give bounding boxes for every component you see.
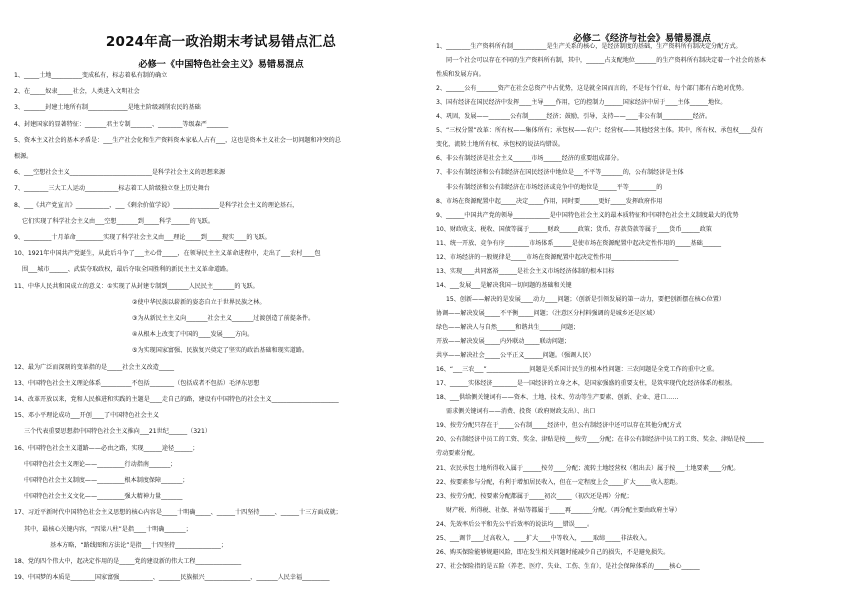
text-line: 共享——解决社会_____公平正义______问题。（强调人民） <box>436 352 595 360</box>
text-line: 1、________生产资料所有制___________是生产关系的核心，是经济制度的基础，生产资料所有制决定分配方式。 <box>436 43 742 50</box>
text-line: 中国特色社会主义制度——_________根本制度保障_______； <box>24 477 189 484</box>
text-line: 15、创新——解决的是发展____动力____问题；（创新是引领发展的第一动力，要把创新摆在核心位置） <box>446 295 725 303</box>
text-line: 同一个社会可以存在不同的生产资料所有制，其中，______占支配地位_______的生产资料所有制决定着一个社会的基本 <box>446 57 766 65</box>
text-line: ③为从新民主主义向_______社会主义_______过渡创造了前提条件。 <box>132 315 315 322</box>
text-line: 10、财政收支、税收、国债等属于______财政______政策；货币、存款贷款等属于____货币______政策 <box>436 225 712 233</box>
text-line: 26、购买保险能够规避风险，即在发生相关问题时能减少自己的损失，不是避免损失。 <box>436 548 670 556</box>
text-line: 12、最为广泛而深刻的变革指的是_____社会主义改造_____ <box>14 363 175 371</box>
text-line: 其中，最核心关键内容，“四梁八柱”是指____十明确_______； <box>24 525 192 533</box>
text-line: 11、中华人民共和国成立的意义：①实现了从封建专制到_______人民民主_______的飞跃。 <box>14 282 259 290</box>
text-line: 6、非公有制经济是社会主义______市场______经济的重要组成部分。 <box>436 155 623 163</box>
text-line: 财产税、所得税、社保、补贴等都属于_____再_______分配。（再分配主要由政府主导） <box>446 506 681 514</box>
text-line: 21、农民承包土地所得收入属于______按劳____分配；流转土地经营权（租出去）属于按___土地要素____分配。 <box>436 464 740 472</box>
text-line: 9、_________十月革命_________实现了科学社会主义由___理论_____到_____现实____的飞跃。 <box>14 234 271 241</box>
right-section-title: 必修二《经济与社会》易错易混点 <box>573 33 711 44</box>
text-line: 7、________三大工人运动___________标志着工人阶级独立登上历史舞台 <box>14 185 210 193</box>
text-line: 18、___供给侧关键词有——资本、土地、技术、劳动等生产要素、创新、企业、进口…… <box>436 394 679 402</box>
text-line: 围___城市______、武装夺取政权，最后夺取全国胜利的新民主主义革命道路。 <box>22 266 233 274</box>
text-line: 14、改革开放以来，党和人民推进和实践的主题是____走自己的路，建设有中国特色的社会主义______________________ <box>14 396 339 403</box>
text-line: 3、_______封建土地所有制_____________是地主阶级剥削农民的基础 <box>14 104 201 112</box>
text-line: 非公有制经济和公有制经济在市场经济或竞争中的地位是______平等_________的 <box>446 183 663 191</box>
text-line: 5、“三权分置”改革：所有权——集体所有；承包权——农户；经营权——其他经营主体。其中，所有权、承包权____没有 <box>436 127 764 135</box>
text-line: 2、______公有_______资产在社会总资产中占优势，这是就全国而言的，不是每个行业、每个部门都有占绝对优势。 <box>436 85 748 93</box>
text-line: 需求侧关键词有——消费、投资（政府财政支出）、出口 <box>446 408 596 416</box>
text-line: 7、非公有制经济和公有制经济在国民经济中地位是___不平等_______的，公有制经济是主体 <box>436 169 684 177</box>
text-line: 9、______中国共产党的领导____________是中国特色社会主义的最本质特征和中国特色社会主义制度最大的优势 <box>436 211 739 219</box>
text-line: 18、党的四个伟大中，起决定作用的是_____党的建设新的伟大工程_______________ <box>14 558 242 565</box>
text-line: 三个代表重要思想指中国特色社会主义推向___21世纪______（321） <box>24 428 211 436</box>
text-line: 2、在_____奴隶_____社会，人类进入文明社会 <box>14 88 140 96</box>
text-line: 15、邓小平理论成功___开创____了中国特色社会主义 <box>14 412 159 420</box>
left-section-title: 必修一《中国特色社会主义》易错易混点 <box>138 59 304 70</box>
text-line: 22、按要素参与分配，有利于增加居民收入，但在一定程度上会_____扩大_____收入差距。 <box>436 478 682 486</box>
text-line: 10、1921年中国共产党诞生，从此后斗争了___主心骨_____，在领导民主主义革命进程中，走出了___农村____包 <box>14 250 321 258</box>
text-line: 4、封建国家的显著特征：_______君主专制_______、________等级森严_______ <box>14 120 229 128</box>
text-line: 开放——解决发展_____内外联动_____联动问题； <box>436 338 571 346</box>
text-line: 8、___《共产党宣言》___________、___《剩余价值学说》_______________是科学社会主义的理论基石， <box>14 201 299 209</box>
text-line: 1、_____土地__________变成私有，标志着私有制的确立 <box>14 72 168 79</box>
text-line: 23、按劳分配、按要素分配都属于_____初次_____（初次还是再）分配； <box>436 492 633 500</box>
text-line: 19、按劳分配只存在于_____公有制_____经济中，但公有制经济中还可以存在其他分配方式 <box>436 422 682 430</box>
text-line: 14、___发展___是解决我国一切问题的基础和关键 <box>436 281 572 289</box>
text-line: 12、市场经济的一般规律是_____市场在资源配置中起决定性作用______________________ <box>436 253 679 261</box>
text-line: 25、___调节____过高收入，____扩大____中等收入，____取缔_____非法收入。 <box>436 534 651 542</box>
text-line: 24、先效率后公平和先公平后效率的说法均___错误____。 <box>436 520 594 528</box>
text-line: ④从根本上改变了中国的____发展____方向。 <box>132 331 254 339</box>
text-line: 劳动要素分配。 <box>436 450 479 458</box>
text-line: 13、实现____共同富裕______是社会主义市场经济体制的根本目标 <box>436 267 615 275</box>
text-line: 17、习近平新时代中国特色社会主义思想的核心内容是_____十明确_____、______十四坚持_____、______十三方面成就； <box>14 509 342 517</box>
text-line: 17、______实体经济________是一国经济的立身之本，是国家强盛的重要支柱，是筑牢现代化经济体系的根基。 <box>436 380 737 388</box>
document-title: 2024年高一政治期末考试易错点汇总 <box>105 34 337 50</box>
text-line: 27、社会保险指的是五险（养老、医疗、失业、工伤、生育），是社会保障体系的_____核心______ <box>436 562 700 570</box>
text-line: 变化，流转土地所有权、承包权的说法均错误。 <box>436 141 564 149</box>
text-line: 绿色——解决人与自然______和谐共生_______问题； <box>436 324 580 331</box>
text-line: 3、国有经济在国民经济中发挥____主导____作用，它的控制力______国家经济中居于____主体______地位。 <box>436 99 727 107</box>
text-line: 协调——解决发展_____不平衡_____问题；（注意区分村料强调的是城乡还是区域） <box>436 309 659 317</box>
text-line: 16、“___三农___”______________问题是关系国计民生的根本性问题：三农问题是全党工作的重中之重。 <box>436 366 719 374</box>
text-line: 4、巩固，发展——_______公有制______经济；鼓励，引导，支持——____非公有制__________经济。 <box>436 113 712 121</box>
text-line: 6、___空想社会主义___________________________是科学社会主义的思想来源 <box>14 169 226 177</box>
text-line: 11、统一开放、竞争有序________市场体系______是使市场在资源配置中起决定性作用的_____基础______ <box>436 239 722 247</box>
text-line: 5、资本主义社会的基本矛盾是：___生产社会化和生产资料资本家私人占有___，这也是资本主义社会一切问题和冲突的总 <box>14 136 341 144</box>
text-line: 13、中国特色社会主义理论体系__________不包括________（包括成者不包括）毛泽东思想 <box>14 379 260 387</box>
text-line: 16、中国特色社会主义道路——必由之路，实现______途径______； <box>14 444 199 452</box>
text-line: 根源。 <box>14 153 33 160</box>
text-line: ⑤为实现国家富强、民族复兴奠定了坚实的政治基础和现实道路。 <box>132 347 309 355</box>
text-line: 性质和发展方向。 <box>436 71 485 79</box>
text-line: ②使中华民族以崭新的姿态自立于世界民族之林。 <box>132 298 266 306</box>
text-line: 19、中国梦的本质是________国家富强___________、_______民族振兴_______________、_______人民幸福_________ <box>14 574 330 582</box>
text-line: 中国特色社会主义文化——_________强大精神力量_______ <box>24 493 183 501</box>
text-line: 中国特色社会主义理论——_________行动指南_______； <box>24 460 177 468</box>
text-line: 基本方略，“路线图和方法论”是指___十四坚持_______________； <box>50 541 227 549</box>
text-line: 8、市场在资源配置中起_____决定_____作用，同时要______更好_____发挥政府作用 <box>436 197 663 205</box>
text-line: 它们实现了科学社会主义由___空想_______到_____科学______的飞跃。 <box>22 217 214 225</box>
text-line: 20、公有制经济中员工的工资、奖金、津贴是按___按劳____分配；在非公有制经济中员工的工资、奖金、津贴是按______ <box>436 436 764 444</box>
